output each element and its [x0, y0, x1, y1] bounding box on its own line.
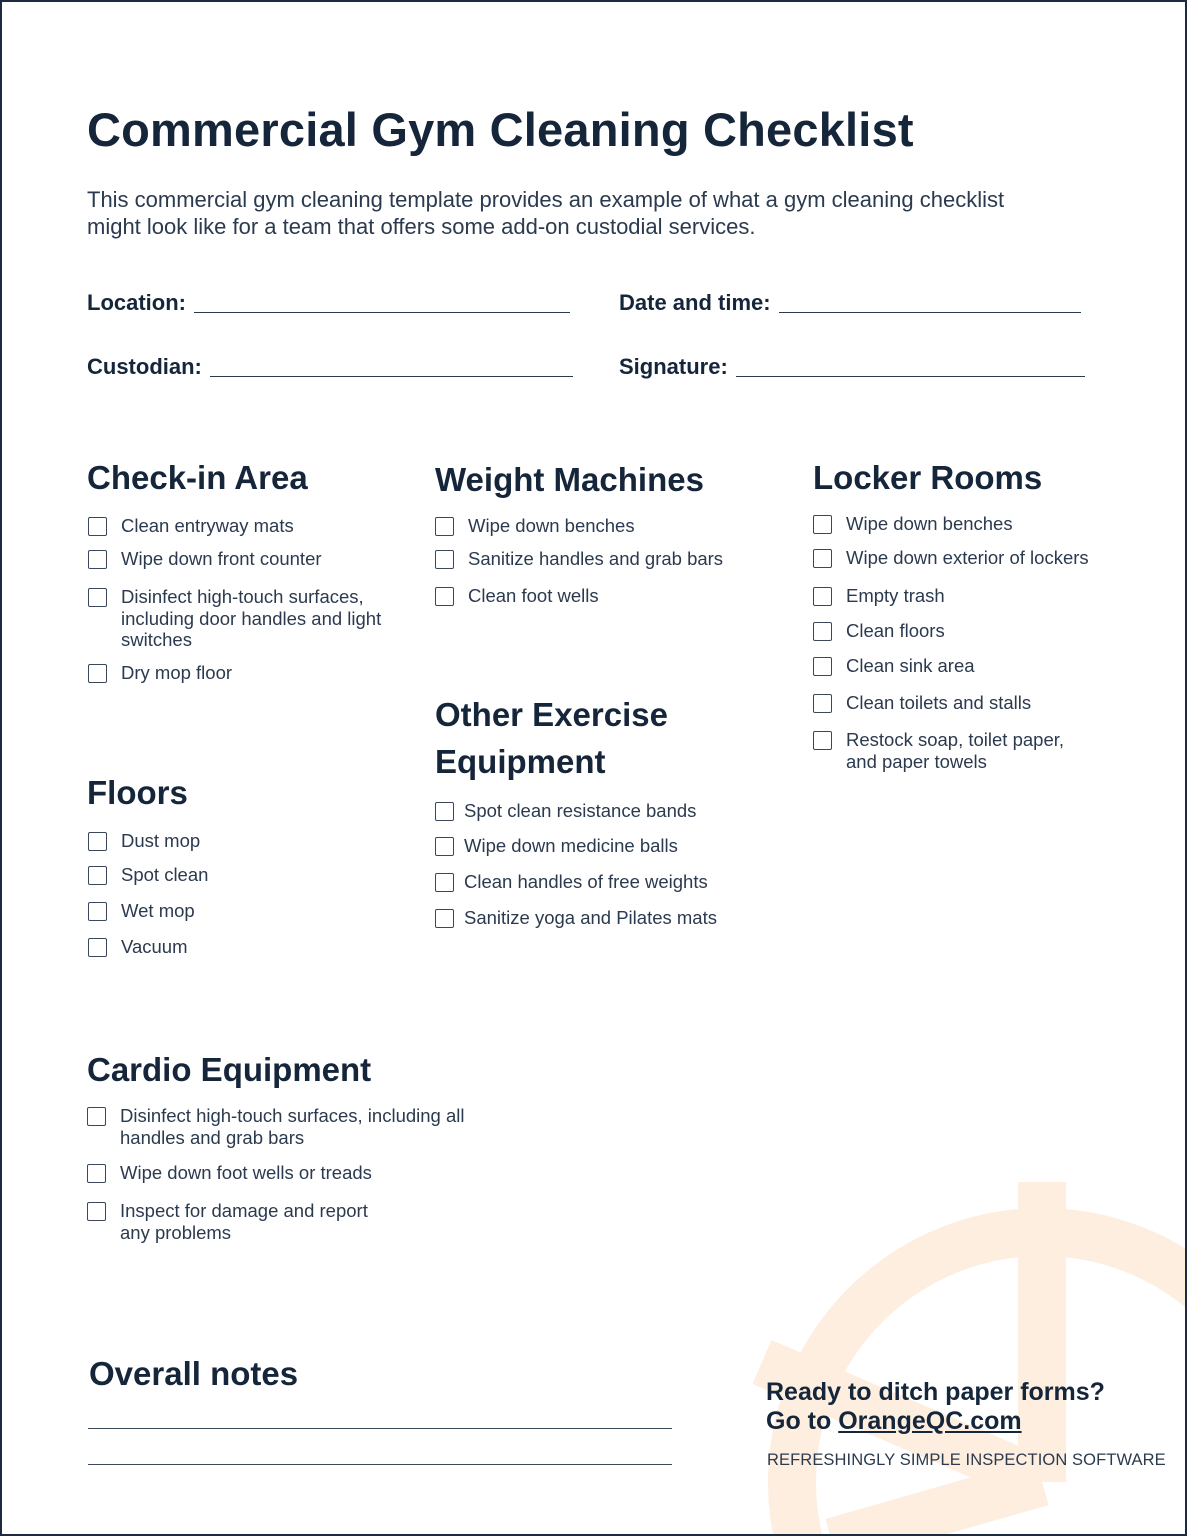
- date-time-label: Date and time:: [619, 290, 771, 315]
- checklist-item[interactable]: [813, 620, 1113, 642]
- checklist-item-label: Clean entryway mats: [121, 515, 294, 536]
- checklist-item[interactable]: [88, 548, 388, 570]
- checkbox[interactable]: [87, 1202, 106, 1221]
- checkbox[interactable]: [88, 902, 107, 921]
- other-exercise-heading-line2: Equipment: [435, 743, 606, 780]
- checklist-item[interactable]: [88, 900, 388, 922]
- checklist-item-label: Inspect for damage and report any problems: [120, 1200, 368, 1243]
- checklist-item-label: Sanitize handles and grab bars: [468, 548, 724, 569]
- locker-rooms-heading: Locker Rooms: [813, 459, 1043, 496]
- checkbox[interactable]: [813, 731, 832, 750]
- intro-text: This commercial gym cleaning template provides an example of what a gym cleaning checklist might look like for a team that offers some add-on custodial services.: [87, 187, 1005, 239]
- checklist-item[interactable]: [435, 515, 765, 537]
- notes-line[interactable]: [88, 1463, 672, 1465]
- checklist-item-label: Disinfect high-touch surfaces, including all handles and grab bars: [120, 1105, 465, 1148]
- checklist-item[interactable]: [813, 655, 1113, 677]
- checkbox[interactable]: [435, 802, 454, 821]
- checklist-item[interactable]: [435, 907, 755, 929]
- checklist-item[interactable]: [813, 585, 1113, 607]
- checkbox[interactable]: [88, 832, 107, 851]
- checklist-item[interactable]: [813, 692, 1113, 714]
- location-line[interactable]: [194, 311, 570, 313]
- checklist-item-label: Clean toilets and stalls: [846, 692, 1032, 713]
- checklist-item[interactable]: [435, 585, 765, 607]
- checklist-item[interactable]: [87, 1105, 467, 1148]
- tagline: REFRESHINGLY SIMPLE INSPECTION SOFTWARE: [767, 1451, 1166, 1469]
- checklist-item[interactable]: [813, 513, 1113, 535]
- checklist-item[interactable]: [88, 515, 388, 537]
- location-label: Location:: [87, 290, 186, 315]
- checklist-item[interactable]: [435, 871, 755, 893]
- checklist-item-label: Dust mop: [121, 830, 201, 851]
- other-exercise-heading-line1: Other Exercise: [435, 696, 668, 733]
- checkbox[interactable]: [88, 866, 107, 885]
- checklist-item-label: Clean foot wells: [468, 585, 599, 606]
- checkbox[interactable]: [813, 549, 832, 568]
- checklist-item[interactable]: [435, 800, 755, 822]
- custodian-field[interactable]: [87, 354, 573, 380]
- checkbox[interactable]: [435, 837, 454, 856]
- checkbox[interactable]: [813, 694, 832, 713]
- checkbox[interactable]: [435, 517, 454, 536]
- page-title: Commercial Gym Cleaning Checklist: [87, 103, 914, 156]
- checklist-item-label: Clean handles of free weights: [464, 871, 708, 892]
- notes-heading: Overall notes: [89, 1355, 299, 1392]
- checklist-item-label: Wipe down benches: [846, 513, 1013, 534]
- checklist-item-label: Disinfect high-touch surfaces, including door handles and light switches: [121, 586, 382, 650]
- checklist-item-label: Spot clean resistance bands: [464, 800, 697, 821]
- cta-headline: Ready to ditch paper forms?: [766, 1378, 1105, 1406]
- checklist-item-label: Restock soap, toilet paper, and paper towels: [846, 729, 1065, 772]
- cardio-heading: Cardio Equipment: [87, 1051, 372, 1088]
- checkbox[interactable]: [88, 588, 107, 607]
- cta-prefix: Go to: [766, 1407, 839, 1435]
- checkbox[interactable]: [813, 587, 832, 606]
- checklist-item-label: Empty trash: [846, 585, 945, 606]
- checkbox[interactable]: [435, 873, 454, 892]
- check-in-heading: Check-in Area: [87, 459, 308, 496]
- checkbox[interactable]: [435, 909, 454, 928]
- checklist-item-label: Wipe down exterior of lockers: [846, 547, 1089, 568]
- checklist-item-label: Clean sink area: [846, 655, 975, 676]
- checklist-item-label: Dry mop floor: [121, 662, 233, 683]
- checklist-item[interactable]: [87, 1200, 397, 1243]
- signature-label: Signature:: [619, 354, 728, 379]
- checkbox[interactable]: [88, 517, 107, 536]
- orange-slice-icon: [742, 1182, 1187, 1536]
- checklist-item-label: Wipe down medicine balls: [464, 835, 678, 856]
- notes-line[interactable]: [88, 1427, 672, 1429]
- signature-line[interactable]: [736, 375, 1085, 377]
- date-time-field[interactable]: [619, 290, 1081, 316]
- checkbox[interactable]: [813, 622, 832, 641]
- custodian-label: Custodian:: [87, 354, 202, 379]
- location-field[interactable]: [87, 290, 570, 316]
- checkbox[interactable]: [88, 664, 107, 683]
- checklist-item[interactable]: [87, 1162, 467, 1184]
- checklist-item[interactable]: [435, 548, 765, 570]
- checkbox[interactable]: [88, 938, 107, 957]
- checklist-item[interactable]: [435, 835, 755, 857]
- checklist-item[interactable]: [88, 936, 388, 958]
- checklist-item-label: Wet mop: [121, 900, 195, 921]
- signature-field[interactable]: [619, 354, 1085, 380]
- floors-heading: Floors: [87, 774, 188, 811]
- checklist-item-label: Wipe down benches: [468, 515, 635, 536]
- checkbox[interactable]: [813, 657, 832, 676]
- checklist-item[interactable]: [88, 864, 388, 886]
- checklist-item[interactable]: [88, 830, 388, 852]
- checkbox[interactable]: [87, 1107, 106, 1126]
- custodian-line[interactable]: [210, 375, 573, 377]
- orangeqc-link[interactable]: OrangeQC.com: [838, 1407, 1022, 1435]
- weight-machines-heading: Weight Machines: [435, 461, 704, 498]
- checkbox[interactable]: [813, 515, 832, 534]
- checklist-item-label: Clean floors: [846, 620, 945, 641]
- checkbox[interactable]: [435, 587, 454, 606]
- date-time-line[interactable]: [779, 311, 1081, 313]
- checklist-item[interactable]: [813, 729, 1073, 772]
- checklist-item-label: Spot clean: [121, 864, 209, 885]
- checkbox[interactable]: [87, 1164, 106, 1183]
- cta-block: [766, 1378, 1105, 1436]
- checklist-item-label: Wipe down foot wells or treads: [120, 1162, 372, 1183]
- checklist-item[interactable]: [88, 586, 388, 651]
- checklist-item-label: Vacuum: [121, 936, 188, 957]
- checklist-item[interactable]: [813, 547, 1113, 569]
- checklist-item-label: Wipe down front counter: [121, 548, 322, 569]
- checkbox[interactable]: [435, 550, 454, 569]
- checklist-item[interactable]: [88, 662, 388, 684]
- cta-line2: [766, 1407, 1105, 1436]
- checklist-item-label: Sanitize yoga and Pilates mats: [464, 907, 717, 928]
- checkbox[interactable]: [88, 550, 107, 569]
